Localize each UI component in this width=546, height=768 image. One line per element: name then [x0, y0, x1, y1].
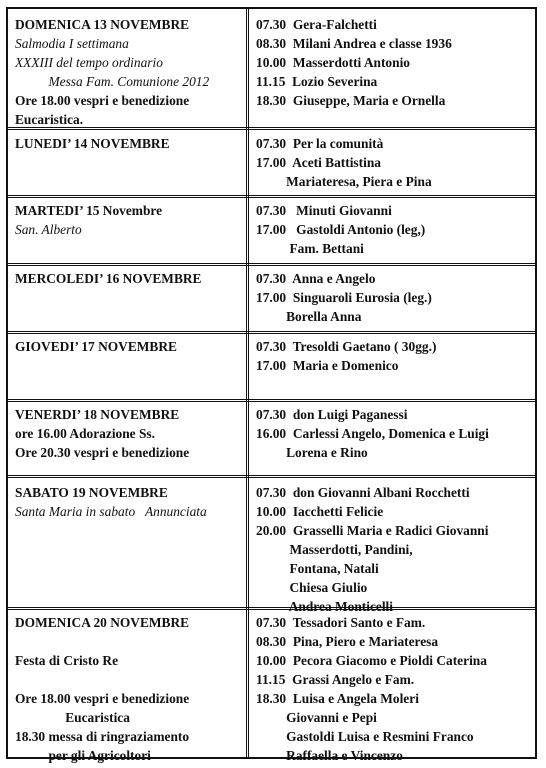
mass-intention-line: Andrea Monticelli	[256, 599, 393, 614]
day-title: DOMENICA 13 NOVEMBRE	[15, 17, 190, 32]
mass-intention-line: Masserdotti, Pandini,	[256, 542, 413, 557]
day-info-cell	[15, 483, 243, 521]
row-separator	[8, 399, 535, 402]
day-info-cell	[15, 613, 243, 765]
day-note: ore 16.00 Adorazione Ss.	[15, 426, 155, 441]
mass-intention-line: 11.15 Lozio Severina	[256, 74, 378, 89]
mass-intentions-cell	[256, 15, 534, 110]
mass-intention-line: 07.30 Per la comunità	[256, 136, 384, 151]
day-note	[15, 632, 243, 651]
day-info-cell	[15, 337, 243, 356]
mass-intention-line: Raffaella e Vincenzo	[256, 748, 403, 763]
day-note: San. Alberto	[15, 222, 82, 237]
mass-intention-line: Lorena e Rino	[256, 445, 368, 460]
day-info-cell	[15, 405, 243, 462]
mass-intention-line: Fontana, Natali	[256, 561, 379, 576]
mass-intention-line: Gastoldi Luisa e Resmini Franco	[256, 729, 474, 744]
mass-intention-line: 07.30 Gera-Falchetti	[256, 17, 377, 32]
day-info-cell	[15, 134, 243, 153]
row-separator	[8, 607, 535, 610]
mass-intentions-cell	[256, 134, 534, 191]
mass-intention-line: 07.30 Tresoldi Gaetano ( 30gg.)	[256, 339, 437, 354]
day-info-cell	[15, 201, 243, 239]
row-separator	[8, 127, 535, 130]
row-separator	[8, 263, 535, 266]
mass-intention-line: 08.30 Pina, Piero e Mariateresa	[256, 634, 439, 649]
mass-schedule-table	[6, 7, 537, 763]
mass-intention-line: Mariateresa, Piera e Pina	[256, 174, 432, 189]
day-info-cell	[15, 15, 243, 129]
day-note: Santa Maria in sabato Annunciata	[15, 504, 207, 519]
mass-intention-line: 17.00 Maria e Domenico	[256, 358, 399, 373]
day-note: per gli Agricoltori	[15, 748, 151, 763]
day-title: DOMENICA 20 NOVEMBRE	[15, 615, 190, 630]
mass-intention-line: 07.30 Anna e Angelo	[256, 271, 376, 286]
day-note: Festa di Cristo Re	[15, 653, 119, 668]
mass-intention-line: 17.00 Singuaroli Eurosia (leg.)	[256, 290, 432, 305]
day-note: Messa Fam. Comunione 2012	[15, 74, 210, 89]
mass-intention-line: 10.00 Iacchetti Felicie	[256, 504, 384, 519]
mass-intention-line: Fam. Bettani	[256, 241, 364, 256]
mass-intention-line: 07.30 don Luigi Paganessi	[256, 407, 408, 422]
mass-intention-line: 10.00 Pecora Giacomo e Pioldi Caterina	[256, 653, 487, 668]
day-note: XXXIII del tempo ordinario	[15, 55, 163, 70]
mass-intention-line: 07.30 Tessadori Santo e Fam.	[256, 615, 426, 630]
mass-intentions-cell	[256, 337, 534, 375]
mass-intention-line: 07.30 Minuti Giovanni	[256, 203, 392, 218]
day-title: MERCOLEDI’ 16 NOVEMBRE	[15, 271, 202, 286]
day-note: Ore 18.00 vespri e benedizione	[15, 93, 190, 108]
column-divider	[246, 9, 249, 757]
mass-intention-line: 16.00 Carlessi Angelo, Domenica e Luigi	[256, 426, 489, 441]
day-note: Eucaristica.	[15, 112, 84, 127]
day-title: MARTEDI’ 15 Novembre	[15, 203, 163, 218]
day-title: LUNEDI’ 14 NOVEMBRE	[15, 136, 170, 151]
mass-intention-line: 10.00 Masserdotti Antonio	[256, 55, 410, 70]
day-note: Eucaristica	[15, 710, 130, 725]
row-separator	[8, 475, 535, 478]
mass-intention-line: Borella Anna	[256, 309, 362, 324]
mass-intention-line: 18.30 Giuseppe, Maria e Ornella	[256, 93, 446, 108]
mass-intention-line: 17.00 Gastoldi Antonio (leg,)	[256, 222, 426, 237]
day-note: Salmodia I settimana	[15, 36, 129, 51]
mass-intentions-cell	[256, 269, 534, 326]
day-note: Ore 20.30 vespri e benedizione	[15, 445, 190, 460]
day-info-cell	[15, 269, 243, 288]
mass-intention-line: 11.15 Grassi Angelo e Fam.	[256, 672, 415, 687]
mass-intention-line: 20.00 Grasselli Maria e Radici Giovanni	[256, 523, 489, 538]
mass-intention-line: 08.30 Milani Andrea e classe 1936	[256, 36, 452, 51]
mass-intention-line: Chiesa Giulio	[256, 580, 368, 595]
day-title: SABATO 19 NOVEMBRE	[15, 485, 168, 500]
day-note: 18.30 messa di ringraziamento	[15, 729, 190, 744]
row-separator	[8, 331, 535, 334]
mass-intention-line: Giovanni e Pepi	[256, 710, 377, 725]
mass-intentions-cell	[256, 483, 534, 616]
mass-intentions-cell	[256, 405, 534, 462]
mass-intention-line: 07.30 don Giovanni Albani Rocchetti	[256, 485, 470, 500]
row-separator	[8, 195, 535, 198]
day-note: Ore 18.00 vespri e benedizione	[15, 691, 190, 706]
mass-intention-line: 18.30 Luisa e Angela Moleri	[256, 691, 419, 706]
mass-intentions-cell	[256, 201, 534, 258]
mass-intention-line: 17.00 Aceti Battistina	[256, 155, 381, 170]
day-title: GIOVEDI’ 17 NOVEMBRE	[15, 339, 177, 354]
mass-intentions-cell	[256, 613, 534, 765]
day-note	[15, 670, 243, 689]
day-title: VENERDI’ 18 NOVEMBRE	[15, 407, 180, 422]
